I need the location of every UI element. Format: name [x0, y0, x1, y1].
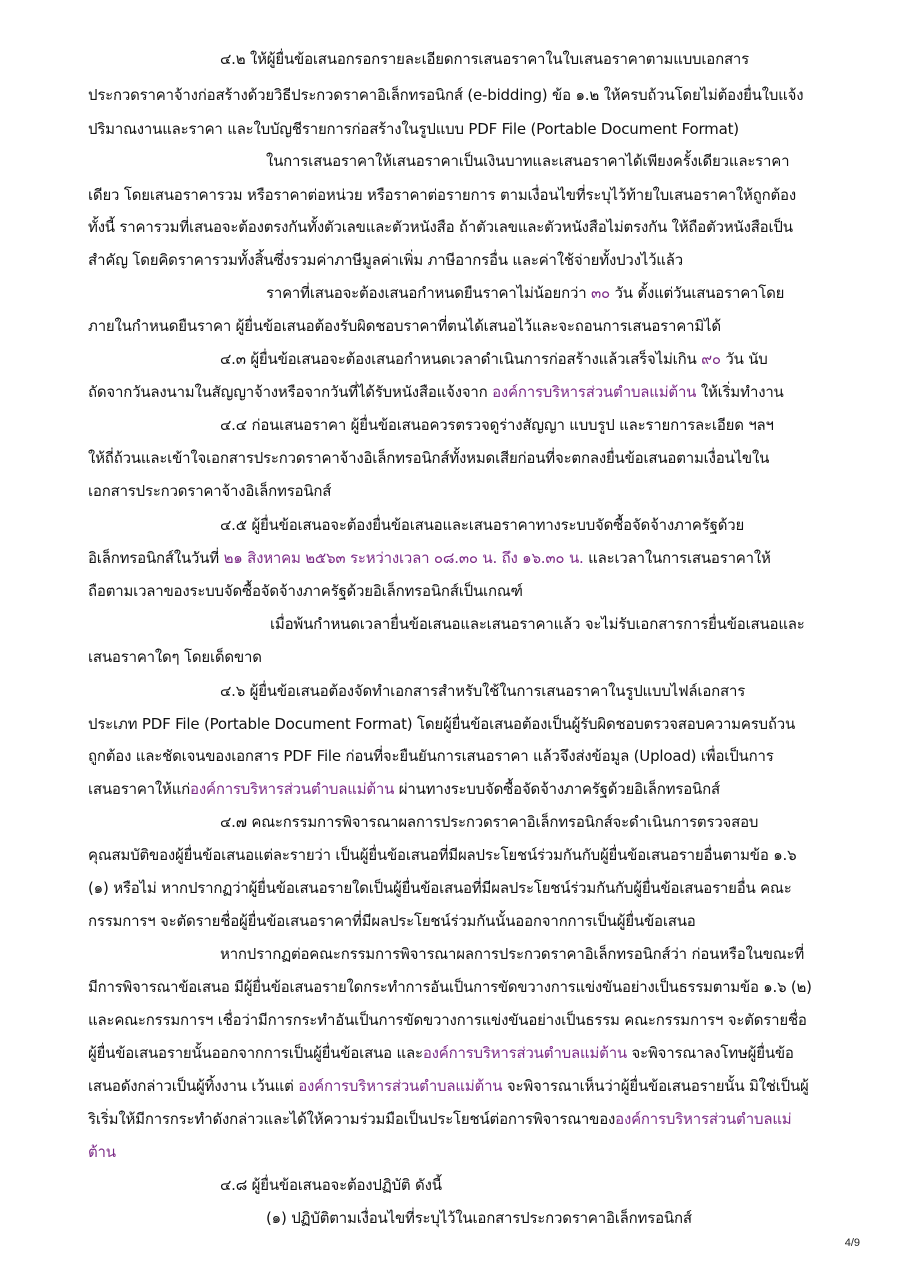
line: เดียว โดยเสนอราคารวม หรือราคาต่อหน่วย หรือราคาต่อรายการ ตามเงื่อนไขที่ระบุไว้ท้ายใบเสนอราคาให้ถูกต้อง — [88, 186, 796, 204]
highlight-organization: องค์การบริหารส่วนตำบลแม่ — [615, 1110, 792, 1128]
line-4-5-heading: ๔.๕ ผู้ยื่นข้อเสนอจะต้องยื่นข้อเสนอและเสนอราคาทางระบบจัดซื้อจัดจ้างภาครัฐด้วย — [220, 516, 745, 534]
line-4-3-heading: ๔.๓ ผู้ยื่นข้อเสนอจะต้องเสนอกำหนดเวลาดำเนินการก่อสร้างแล้วเสร็จไม่เกิน ๙๐ วัน นับ — [220, 350, 768, 368]
line: สำคัญ โดยคิดราคารวมทั้งสิ้นซึ่งรวมค่าภาษีมูลค่าเพิ่ม ภาษีอากรอื่น และค่าใช้จ่ายทั้งปวงไว้แล้ว — [88, 251, 683, 269]
line: ประเภท PDF File (Portable Document Format) โดยผู้ยื่นข้อเสนอต้องเป็นผู้รับผิดชอบตรวจสอบความครบถ้วน — [88, 715, 796, 733]
line: ภายในกำหนดยืนราคา ผู้ยื่นข้อเสนอต้องรับผิดชอบราคาที่ตนได้เสนอไว้และจะถอนการเสนอราคามิได้ — [88, 317, 721, 335]
highlight-organization: องค์การบริหารส่วนตำบลแม่ต้าน — [190, 780, 395, 798]
line: (๑) หรือไม่ หากปรากฏว่าผู้ยื่นข้อเสนอรายใดเป็นผู้ยื่นข้อเสนอที่มีผลประโยชน์ร่วมกันกับผู้ยื่นข้อเสนอรายอื่น คณะ — [88, 879, 792, 897]
line: ในการเสนอราคาให้เสนอราคาเป็นเงินบาทและเสนอราคาได้เพียงครั้งเดียวและราคา — [266, 152, 790, 170]
line: ให้ถี่ถ้วนและเข้าใจเอกสารประกวดราคาจ้างอิเล็กทรอนิกส์ทั้งหมดเสียก่อนที่จะตกลงยื่นข้อเสนอตามเงื่อนไขใน — [88, 449, 770, 467]
highlight-construction-days: ๙๐ — [701, 350, 721, 368]
page-number: 4/9 — [844, 1237, 860, 1249]
highlight-organization: องค์การบริหารส่วนตำบลแม่ต้าน — [298, 1077, 503, 1095]
line: เมื่อพ้นกำหนดเวลายื่นข้อเสนอและเสนอราคาแล้ว จะไม่รับเอกสารการยื่นข้อเสนอและ — [270, 615, 805, 633]
line: ทั้งนี้ ราคารวมที่เสนอจะต้องตรงกันทั้งตัวเลขและตัวหนังสือ ถ้าตัวเลขและตัวหนังสือไม่ตรงกัน ให้ถือตัวหนังสือเป็น — [88, 218, 793, 236]
line: กรรมการฯ จะตัดรายชื่อผู้ยื่นข้อเสนอราคาที่มีผลประโยชน์ร่วมกันนั้นออกจากการเป็นผู้ยื่นข้อเสนอ — [88, 912, 696, 930]
line: เสนอราคาใดๆ โดยเด็ดขาด — [88, 648, 262, 666]
line: ราคาที่เสนอจะต้องเสนอกำหนดยืนราคาไม่น้อยกว่า ๓๐ วัน ตั้งแต่วันเสนอราคาโดย — [266, 284, 785, 302]
line: หากปรากฏต่อคณะกรรมการพิจารณาผลการประกวดราคาอิเล็กทรอนิกส์ว่า ก่อนหรือในขณะที่ — [220, 945, 805, 963]
line-4-4-heading: ๔.๔ ก่อนเสนอราคา ผู้ยื่นข้อเสนอควรตรวจดูร่างสัญญา แบบรูป และรายการละเอียด ฯลฯ — [220, 416, 774, 434]
line: ประกวดราคาจ้างก่อสร้างด้วยวิธีประกวดราคาอิเล็กทรอนิกส์ (e-bidding) ข้อ ๑.๒ ให้ครบถ้วนโดยไม่ต้องยื่นใบแจ้ง — [88, 86, 804, 104]
line: ริเริ่มให้มีการกระทำดังกล่าวและได้ให้ความร่วมมือเป็นประโยชน์ต่อการพิจารณาขององค์การบริหารส่วนตำบลแม่ — [88, 1110, 792, 1128]
highlight-organization: องค์การบริหารส่วนตำบลแม่ต้าน — [422, 1044, 627, 1062]
line-4-2-heading: ๔.๒ ให้ผู้ยื่นข้อเสนอกรอกรายละเอียดการเสนอราคาในใบเสนอราคาตามแบบเอกสาร — [220, 50, 750, 68]
highlight-organization: องค์การบริหารส่วนตำบลแม่ต้าน — [492, 383, 697, 401]
highlight-price-days: ๓๐ — [590, 284, 610, 302]
line: อิเล็กทรอนิกส์ในวันที่ ๒๑ สิงหาคม ๒๕๖๓ ระหว่างเวลา ๐๘.๓๐ น. ถึง ๑๖.๓๐ น. และเวลาในการเสนอราคาให้ — [88, 549, 771, 567]
highlight-organization-cont: ต้าน — [88, 1143, 116, 1161]
line: ปริมาณงานและราคา และใบบัญชีรายการก่อสร้างในรูปแบบ PDF File (Portable Document Format) — [88, 120, 739, 138]
line: เสนอดังกล่าวเป็นผู้ทิ้งงาน เว้นแต่ องค์การบริหารส่วนตำบลแม่ต้าน จะพิจารณาเห็นว่าผู้ยื่นข้อเสนอรายนั้น มิใช่เป็นผู้ — [88, 1077, 809, 1095]
line-4-8-heading: ๔.๘ ผู้ยื่นข้อเสนอจะต้องปฏิบัติ ดังนี้ — [220, 1176, 442, 1194]
line: เสนอราคาให้แก่องค์การบริหารส่วนตำบลแม่ต้าน ผ่านทางระบบจัดซื้อจัดจ้างภาครัฐด้วยอิเล็กทรอนิกส์ — [88, 780, 720, 798]
line: มีการพิจารณาข้อเสนอ มีผู้ยื่นข้อเสนอรายใดกระทำการอันเป็นการขัดขวางการแข่งขันอย่างเป็นธรรมตามข้อ ๑.๖ (๒) — [88, 978, 812, 996]
line: ถัดจากวันลงนามในสัญญาจ้างหรือจากวันที่ได้รับหนังสือแจ้งจาก องค์การบริหารส่วนตำบลแม่ต้าน ให้เริ่มทำงาน — [88, 383, 784, 401]
line: คุณสมบัติของผู้ยื่นข้อเสนอแต่ละรายว่า เป็นผู้ยื่นข้อเสนอที่มีผลประโยชน์ร่วมกันกับผู้ยื่นข้อเสนอรายอื่นตามข้อ ๑.๖ — [88, 846, 797, 864]
line-4-6-heading: ๔.๖ ผู้ยื่นข้อเสนอต้องจัดทำเอกสารสำหรับใช้ในการเสนอราคาในรูปแบบไฟล์เอกสาร — [220, 682, 746, 700]
line: ถือตามเวลาของระบบจัดซื้อจัดจ้างภาครัฐด้วยอิเล็กทรอนิกส์เป็นเกณฑ์ — [88, 582, 523, 600]
line-item-1: (๑) ปฏิบัติตามเงื่อนไขที่ระบุไว้ในเอกสารประกวดราคาอิเล็กทรอนิกส์ — [266, 1209, 692, 1227]
line-4-7-heading: ๔.๗ คณะกรรมการพิจารณาผลการประกวดราคาอิเล็กทรอนิกส์จะดำเนินการตรวจสอบ — [220, 813, 759, 831]
line: ถูกต้อง และชัดเจนของเอกสาร PDF File ก่อนที่จะยืนยันการเสนอราคา แล้วจึงส่งข้อมูล (Upload) เพื่อเป็นการ — [88, 747, 774, 765]
line: และคณะกรรมการฯ เชื่อว่ามีการกระทำอันเป็นการขัดขวางการแข่งขันอย่างเป็นธรรม คณะกรรมการฯ จะตัดรายชื่อ — [88, 1011, 807, 1029]
highlight-submission-date-time: ๒๑ สิงหาคม ๒๕๖๓ ระหว่างเวลา ๐๘.๓๐ น. ถึง ๑๖.๓๐ น. — [223, 549, 584, 567]
line: เอกสารประกวดราคาจ้างอิเล็กทรอนิกส์ — [88, 482, 332, 500]
line: ผู้ยื่นข้อเสนอรายนั้นออกจากการเป็นผู้ยื่นข้อเสนอ และองค์การบริหารส่วนตำบลแม่ต้าน จะพิจารณาลงโทษผู้ยื่นข้อ — [88, 1044, 794, 1062]
line — [88, 1142, 116, 1162]
